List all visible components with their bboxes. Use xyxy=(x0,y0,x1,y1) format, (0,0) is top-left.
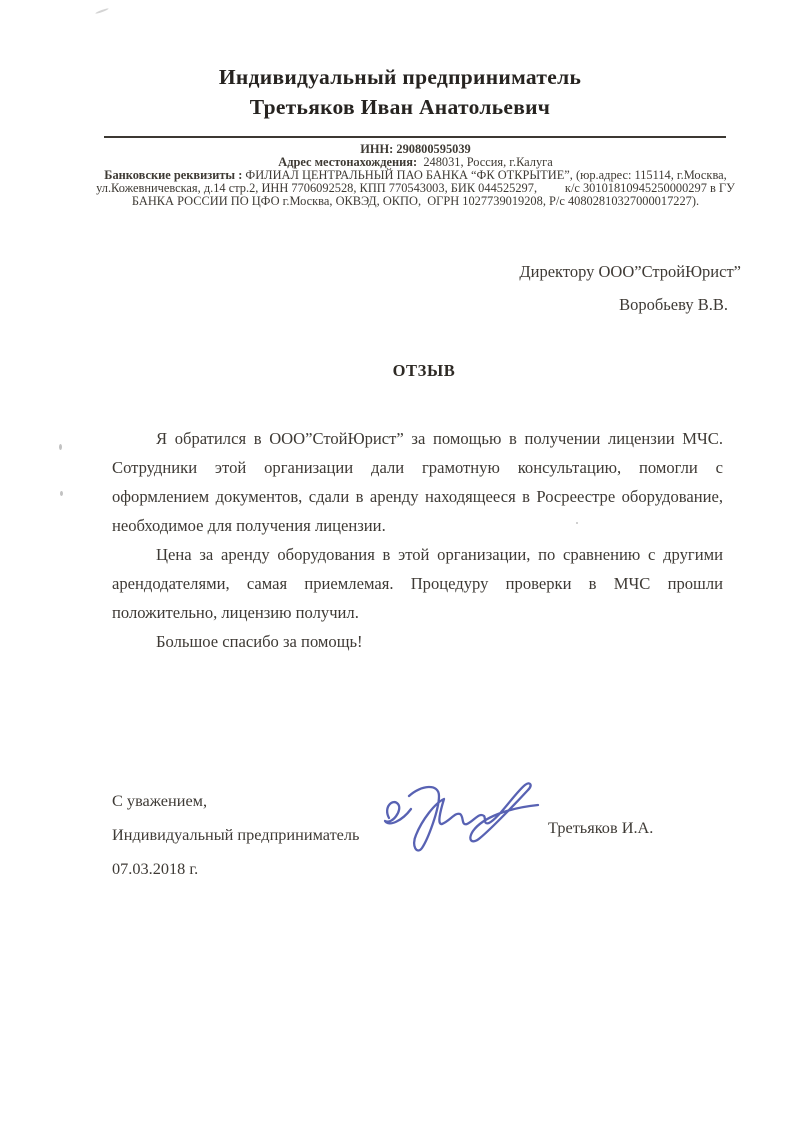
paragraph-1: Я обратился в ООО”СтойЮрист” за помощью в получении лицензии МЧС. Сотрудники этой организации дали грамотную консультацию, помогли с оформлением документов, сдали в аренду находящееся в Росреестре оборудование, необходимое для получения лицензии. xyxy=(112,429,723,535)
requisites-inn: ИНН: 290800595039 xyxy=(360,142,471,156)
closing-salutation: С уважением, xyxy=(112,791,208,810)
requisites-bank-line1: Банковские реквизиты : ФИЛИАЛ ЦЕНТРАЛЬНЫЙ ПАО БАНКА “ФК ОТКРЫТИЕ”, (юр.адрес: 115114, г.Москва, xyxy=(104,168,727,183)
document-title: ОТЗЫВ xyxy=(392,361,456,380)
addressee-name: Воробьеву В.В. xyxy=(619,295,728,314)
letter-body xyxy=(112,424,723,656)
scan-artifact xyxy=(59,444,62,450)
requisites-bank-line2: ул.Кожевничевская, д.14 стр.2, ИНН 7706092528, КПП 770543003, БИК 044525297, к/с 30101810945250000297 в ГУ xyxy=(96,181,735,196)
signer-name: Третьяков И.А. xyxy=(548,818,654,837)
scan-artifact xyxy=(95,8,109,15)
signer-title: Индивидуальный предприниматель xyxy=(112,825,360,844)
requisites-block xyxy=(88,143,743,208)
paragraph-3: Большое спасибо за помощь! xyxy=(156,632,363,651)
scan-artifact xyxy=(576,522,578,524)
letterhead-line2: Третьяков Иван Анатольевич xyxy=(249,95,551,119)
scan-artifact xyxy=(60,491,63,496)
handwritten-signature xyxy=(380,776,548,858)
addressee-position: Директору ООО”СтройЮрист” xyxy=(519,262,741,281)
signature-date: 07.03.2018 г. xyxy=(112,859,199,878)
letterhead-line1: Индивидуальный предприниматель xyxy=(218,65,582,89)
paragraph-2: Цена за аренду оборудования в этой организации, по сравнению с другими арендодателями, самая приемлемая. Процедуру проверки в МЧС прошли положительно, лицензию получил. xyxy=(112,545,723,622)
addressee-block xyxy=(519,255,741,321)
closing-block xyxy=(112,784,359,886)
requisites-address: Адрес местонахождения: 248031, Россия, г.Калуга xyxy=(278,155,553,170)
requisites-bank-line3: БАНКА РОССИИ ПО ЦФО г.Москва, ОКВЭД, ОКПО, ОГРН 1027739019208, Р/с 40802810327000017227). xyxy=(131,194,700,209)
letterhead xyxy=(0,62,800,122)
letterhead-divider xyxy=(104,136,726,138)
